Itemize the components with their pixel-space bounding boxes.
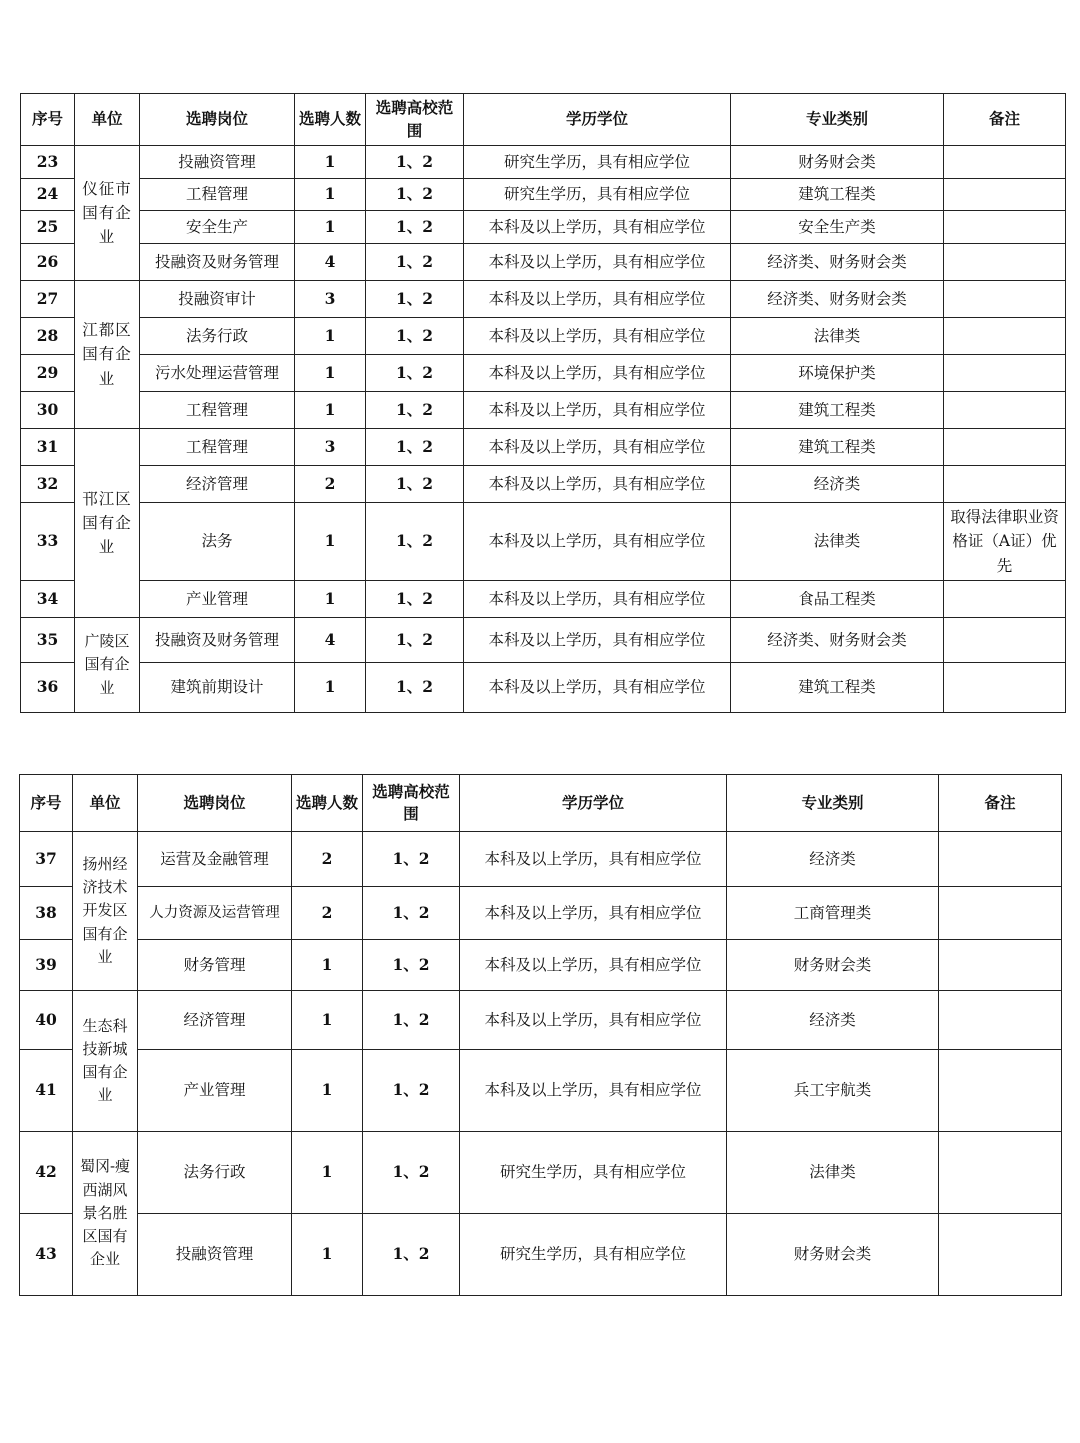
major-cell: 财务财会类 <box>731 146 944 179</box>
education-cell: 本科及以上学历，具有相应学位 <box>464 355 731 392</box>
education-cell: 研究生学历，具有相应学位 <box>464 179 731 211</box>
remark-cell <box>944 318 1066 355</box>
count-cell: 1 <box>295 581 366 618</box>
header-major: 专业类别 <box>727 775 939 832</box>
education-cell: 本科及以上学历，具有相应学位 <box>460 887 727 940</box>
table-row <box>20 1132 1062 1214</box>
table-row <box>20 887 1062 940</box>
major-cell: 兵工宇航类 <box>727 1050 939 1132</box>
header-remark: 备注 <box>944 94 1066 146</box>
seq-cell: 37 <box>20 832 73 887</box>
recruitment-table-2 <box>19 774 1062 1296</box>
remark-cell: 取得法律职业资格证（A证）优先 <box>944 503 1066 581</box>
education-cell: 本科及以上学历，具有相应学位 <box>464 392 731 429</box>
header-row <box>21 94 1066 146</box>
post-cell: 法务 <box>140 503 295 581</box>
education-cell: 本科及以上学历，具有相应学位 <box>460 991 727 1050</box>
table-row <box>21 146 1066 179</box>
major-cell: 法律类 <box>727 1132 939 1214</box>
remark-cell <box>944 281 1066 318</box>
header-count: 选聘人数 <box>295 94 366 146</box>
post-cell: 工程管理 <box>140 429 295 466</box>
major-cell: 建筑工程类 <box>731 179 944 211</box>
seq-cell: 27 <box>21 281 75 318</box>
table-row <box>20 832 1062 887</box>
count-cell: 2 <box>292 887 363 940</box>
major-cell: 法律类 <box>731 503 944 581</box>
range-cell: 1、2 <box>366 244 464 281</box>
table-row <box>21 244 1066 281</box>
major-cell: 建筑工程类 <box>731 663 944 713</box>
remark-cell <box>939 832 1062 887</box>
range-cell: 1、2 <box>366 318 464 355</box>
major-cell: 经济类、财务财会类 <box>731 244 944 281</box>
header-education: 学历学位 <box>460 775 727 832</box>
range-cell: 1、2 <box>363 1132 460 1214</box>
unit-cell-eco-tech-city: 生态科技新城国有企业 <box>73 991 138 1132</box>
table-row <box>20 1050 1062 1132</box>
header-school-range: 选聘高校范围 <box>366 94 464 146</box>
table-row <box>21 466 1066 503</box>
recruitment-table-1 <box>20 93 1066 713</box>
count-cell: 4 <box>295 244 366 281</box>
education-cell: 本科及以上学历，具有相应学位 <box>464 503 731 581</box>
count-cell: 1 <box>292 1214 363 1296</box>
table-row <box>21 318 1066 355</box>
unit-cell-jiangdu: 江都区国有企业 <box>75 281 140 429</box>
count-cell: 1 <box>295 179 366 211</box>
major-cell: 安全生产类 <box>731 211 944 244</box>
range-cell: 1、2 <box>366 466 464 503</box>
remark-cell <box>944 355 1066 392</box>
remark-cell <box>944 146 1066 179</box>
education-cell: 本科及以上学历，具有相应学位 <box>464 663 731 713</box>
remark-cell <box>944 429 1066 466</box>
header-major: 专业类别 <box>731 94 944 146</box>
education-cell: 本科及以上学历，具有相应学位 <box>464 211 731 244</box>
table-row <box>21 503 1066 581</box>
seq-cell: 39 <box>20 940 73 991</box>
education-cell: 本科及以上学历，具有相应学位 <box>464 244 731 281</box>
seq-cell: 33 <box>21 503 75 581</box>
table-row <box>21 392 1066 429</box>
seq-cell: 41 <box>20 1050 73 1132</box>
table-row <box>20 1214 1062 1296</box>
table-row <box>21 355 1066 392</box>
seq-cell: 30 <box>21 392 75 429</box>
count-cell: 1 <box>295 355 366 392</box>
range-cell: 1、2 <box>366 392 464 429</box>
remark-cell <box>944 581 1066 618</box>
count-cell: 2 <box>295 466 366 503</box>
table-row <box>21 429 1066 466</box>
range-cell: 1、2 <box>366 146 464 179</box>
table-row <box>21 179 1066 211</box>
post-cell: 产业管理 <box>138 1050 292 1132</box>
range-cell: 1、2 <box>363 1214 460 1296</box>
remark-cell <box>939 1214 1062 1296</box>
major-cell: 经济类 <box>727 832 939 887</box>
education-cell: 本科及以上学历，具有相应学位 <box>464 281 731 318</box>
range-cell: 1、2 <box>366 281 464 318</box>
count-cell: 1 <box>295 392 366 429</box>
major-cell: 经济类 <box>727 991 939 1050</box>
count-cell: 1 <box>292 940 363 991</box>
post-cell: 产业管理 <box>140 581 295 618</box>
range-cell: 1、2 <box>363 991 460 1050</box>
post-cell: 经济管理 <box>140 466 295 503</box>
education-cell: 本科及以上学历，具有相应学位 <box>464 318 731 355</box>
major-cell: 工商管理类 <box>727 887 939 940</box>
header-school-range: 选聘高校范围 <box>363 775 460 832</box>
range-cell: 1、2 <box>366 179 464 211</box>
post-cell: 安全生产 <box>140 211 295 244</box>
count-cell: 1 <box>295 211 366 244</box>
count-cell: 1 <box>292 1132 363 1214</box>
count-cell: 1 <box>292 1050 363 1132</box>
major-cell: 法律类 <box>731 318 944 355</box>
remark-cell <box>944 211 1066 244</box>
header-unit: 单位 <box>73 775 138 832</box>
seq-cell: 38 <box>20 887 73 940</box>
count-cell: 2 <box>292 832 363 887</box>
major-cell: 食品工程类 <box>731 581 944 618</box>
header-seq: 序号 <box>20 775 73 832</box>
major-cell: 经济类、财务财会类 <box>731 281 944 318</box>
header-row <box>20 775 1062 832</box>
post-cell: 投融资及财务管理 <box>140 618 295 663</box>
range-cell: 1、2 <box>363 887 460 940</box>
range-cell: 1、2 <box>366 429 464 466</box>
major-cell: 财务财会类 <box>727 940 939 991</box>
count-cell: 1 <box>295 663 366 713</box>
table-row <box>20 991 1062 1050</box>
remark-cell <box>939 1132 1062 1214</box>
education-cell: 本科及以上学历，具有相应学位 <box>464 466 731 503</box>
education-cell: 本科及以上学历，具有相应学位 <box>464 618 731 663</box>
major-cell: 环境保护类 <box>731 355 944 392</box>
education-cell: 本科及以上学历，具有相应学位 <box>464 581 731 618</box>
unit-cell-yizheng: 仪征市国有企业 <box>75 146 140 281</box>
seq-cell: 25 <box>21 211 75 244</box>
count-cell: 3 <box>295 281 366 318</box>
table-row <box>21 211 1066 244</box>
header-remark: 备注 <box>939 775 1062 832</box>
post-cell: 投融资及财务管理 <box>140 244 295 281</box>
post-cell: 法务行政 <box>140 318 295 355</box>
post-cell: 财务管理 <box>138 940 292 991</box>
remark-cell <box>944 618 1066 663</box>
remark-cell <box>944 244 1066 281</box>
seq-cell: 34 <box>21 581 75 618</box>
header-unit: 单位 <box>75 94 140 146</box>
range-cell: 1、2 <box>366 581 464 618</box>
education-cell: 研究生学历，具有相应学位 <box>464 146 731 179</box>
range-cell: 1、2 <box>366 503 464 581</box>
post-cell: 运营及金融管理 <box>138 832 292 887</box>
education-cell: 本科及以上学历，具有相应学位 <box>460 832 727 887</box>
range-cell: 1、2 <box>363 832 460 887</box>
remark-cell <box>944 466 1066 503</box>
education-cell: 本科及以上学历，具有相应学位 <box>460 1050 727 1132</box>
table-row <box>21 581 1066 618</box>
education-cell: 研究生学历，具有相应学位 <box>460 1132 727 1214</box>
count-cell: 1 <box>295 318 366 355</box>
remark-cell <box>939 887 1062 940</box>
table-row <box>21 281 1066 318</box>
unit-cell-shugang: 蜀冈-瘦西湖风景名胜区国有企业 <box>73 1132 138 1296</box>
range-cell: 1、2 <box>363 940 460 991</box>
post-cell: 建筑前期设计 <box>140 663 295 713</box>
header-count: 选聘人数 <box>292 775 363 832</box>
seq-cell: 23 <box>21 146 75 179</box>
post-cell: 法务行政 <box>138 1132 292 1214</box>
post-cell: 人力资源及运营管理 <box>138 887 292 940</box>
seq-cell: 32 <box>21 466 75 503</box>
count-cell: 1 <box>295 503 366 581</box>
range-cell: 1、2 <box>366 663 464 713</box>
seq-cell: 40 <box>20 991 73 1050</box>
seq-cell: 26 <box>21 244 75 281</box>
seq-cell: 42 <box>20 1132 73 1214</box>
post-cell: 投融资管理 <box>138 1214 292 1296</box>
header-education: 学历学位 <box>464 94 731 146</box>
seq-cell: 36 <box>21 663 75 713</box>
post-cell: 投融资管理 <box>140 146 295 179</box>
range-cell: 1、2 <box>363 1050 460 1132</box>
seq-cell: 29 <box>21 355 75 392</box>
seq-cell: 35 <box>21 618 75 663</box>
range-cell: 1、2 <box>366 211 464 244</box>
seq-cell: 31 <box>21 429 75 466</box>
remark-cell <box>939 1050 1062 1132</box>
count-cell: 4 <box>295 618 366 663</box>
remark-cell <box>944 392 1066 429</box>
unit-cell-yangzhou-etdz: 扬州经济技术开发区国有企业 <box>73 832 138 991</box>
header-seq: 序号 <box>21 94 75 146</box>
count-cell: 3 <box>295 429 366 466</box>
remark-cell <box>944 663 1066 713</box>
seq-cell: 28 <box>21 318 75 355</box>
table-row <box>21 663 1066 713</box>
major-cell: 经济类 <box>731 466 944 503</box>
range-cell: 1、2 <box>366 618 464 663</box>
major-cell: 经济类、财务财会类 <box>731 618 944 663</box>
seq-cell: 43 <box>20 1214 73 1296</box>
major-cell: 财务财会类 <box>727 1214 939 1296</box>
post-cell: 工程管理 <box>140 179 295 211</box>
range-cell: 1、2 <box>366 355 464 392</box>
header-post: 选聘岗位 <box>138 775 292 832</box>
education-cell: 研究生学历，具有相应学位 <box>460 1214 727 1296</box>
major-cell: 建筑工程类 <box>731 392 944 429</box>
major-cell: 建筑工程类 <box>731 429 944 466</box>
education-cell: 本科及以上学历，具有相应学位 <box>460 940 727 991</box>
education-cell: 本科及以上学历，具有相应学位 <box>464 429 731 466</box>
count-cell: 1 <box>292 991 363 1050</box>
post-cell: 经济管理 <box>138 991 292 1050</box>
unit-cell-hanjiang: 邗江区国有企业 <box>75 429 140 618</box>
post-cell: 污水处理运营管理 <box>140 355 295 392</box>
count-cell: 1 <box>295 146 366 179</box>
table-row <box>21 618 1066 663</box>
unit-cell-guangling: 广陵区国有企业 <box>75 618 140 713</box>
remark-cell <box>939 940 1062 991</box>
seq-cell: 24 <box>21 179 75 211</box>
remark-cell <box>939 991 1062 1050</box>
header-post: 选聘岗位 <box>140 94 295 146</box>
post-cell: 工程管理 <box>140 392 295 429</box>
post-cell: 投融资审计 <box>140 281 295 318</box>
table-row <box>20 940 1062 991</box>
remark-cell <box>944 179 1066 211</box>
